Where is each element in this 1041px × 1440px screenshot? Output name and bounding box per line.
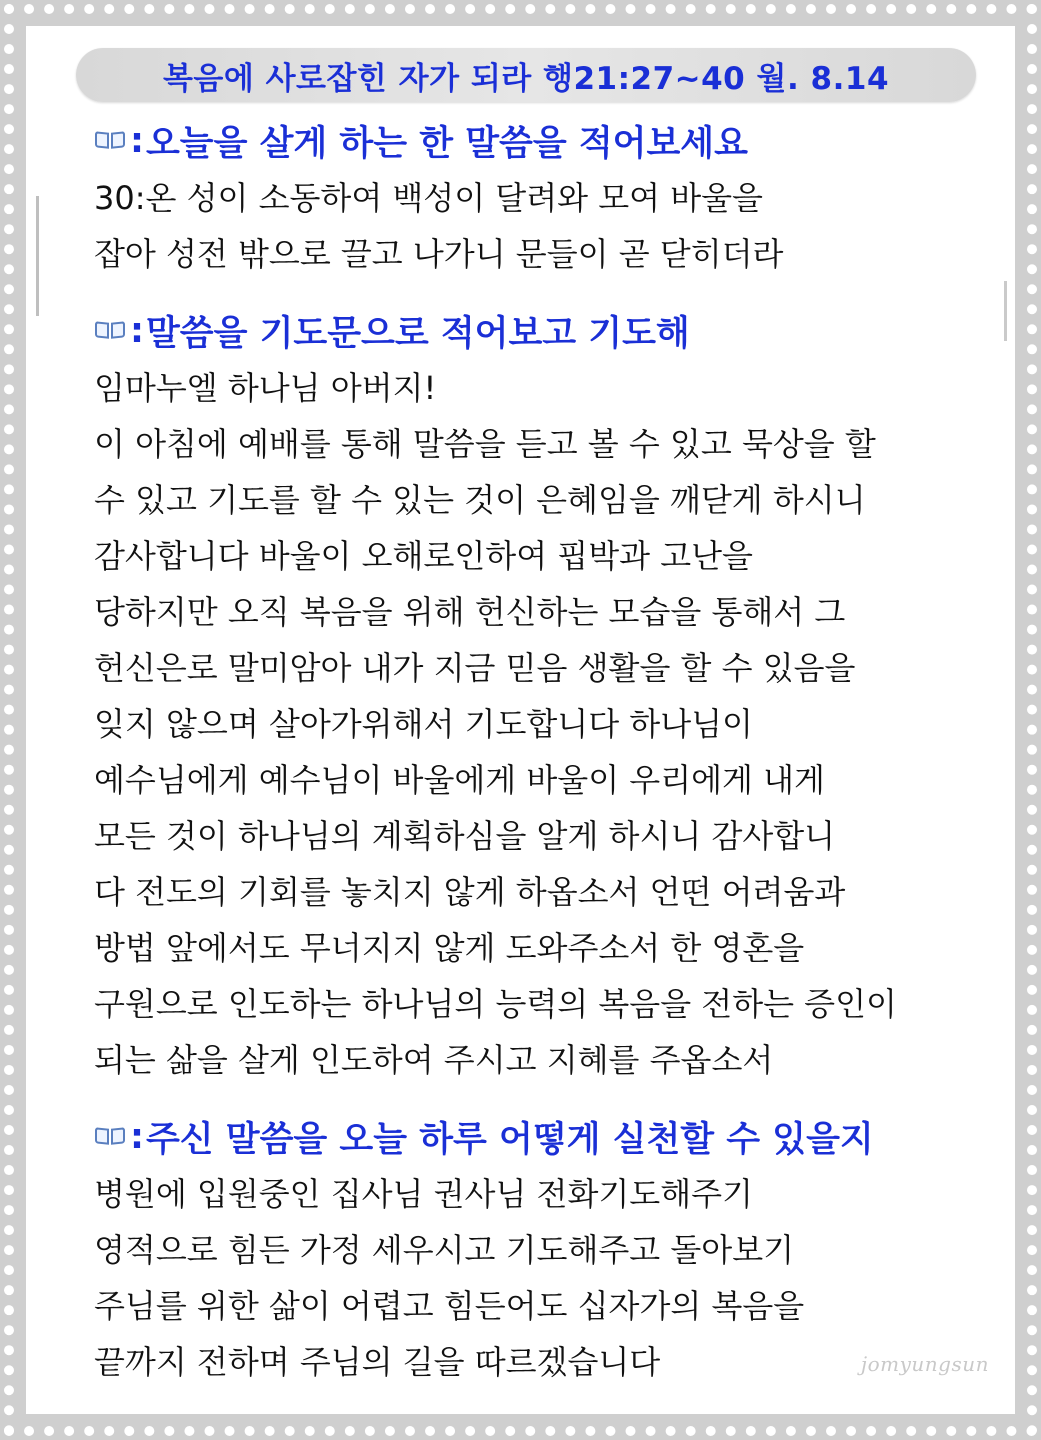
section-heading-text: 말씀을 기도문으로 적어보고 기도해: [146, 314, 690, 354]
text-line: 당하지만 오직 복음을 위해 헌신하는 모습을 통해서 그: [94, 593, 846, 631]
text-line: 되는 삶을 살게 인도하여 주시고 지혜를 주옵소서: [94, 1041, 774, 1079]
section-heading-text: 주신 말씀을 오늘 하루 어떻게 실천할 수 있을지: [146, 1120, 874, 1160]
text-line: 모든 것이 하나님의 계획하심을 알게 하시니 감사합니: [94, 817, 836, 855]
text-line: 30:온 성이 소동하여 백성이 달려와 모여 바울을: [94, 179, 763, 217]
edge-mark: [36, 196, 39, 316]
section-heading: : 오늘을 살게 하는 한 말씀을 적어보세요: [94, 112, 994, 170]
section-heading: : 주신 말씀을 오늘 하루 어떻게 실천할 수 있을지: [94, 1108, 994, 1166]
text-line: 수 있고 기도를 할 수 있는 것이 은혜임을 깨닫게 하시니: [94, 481, 866, 519]
watermark: jomyungsun: [860, 1352, 989, 1376]
text-line: 주님를 위한 삶이 어렵고 힘든어도 십자가의 복음을: [94, 1287, 805, 1325]
text-line: 영적으로 힘든 가정 세우시고 기도해주고 돌아보기: [94, 1231, 795, 1269]
text-line: 이 아침에 예배를 통해 말씀을 듣고 볼 수 있고 묵상을 할: [94, 425, 876, 463]
text-line: 방법 앞에서도 무너지지 않게 도와주소서 한 영혼을: [94, 929, 805, 967]
text-line: 구원으로 인도하는 하나님의 능력의 복음을 전하는 증인이: [94, 985, 897, 1023]
text-line: 잡아 성전 밖으로 끌고 나가니 문들이 곧 닫히더라: [94, 235, 784, 273]
section-prayer: [94, 302, 994, 1088]
edge-mark: [1004, 281, 1007, 341]
text-line: 잊지 않으며 살아가위해서 기도합니다 하나님이: [94, 705, 753, 743]
section-heading: : 말씀을 기도문으로 적어보고 기도해: [94, 302, 994, 360]
open-book-icon: [94, 130, 126, 152]
text-line: 감사합니다 바울이 오해로인하여 핍박과 고난을: [94, 537, 753, 575]
text-line: 임마누엘 하나님 아버지!: [94, 369, 437, 407]
open-book-icon: [94, 320, 126, 342]
text-line: 예수님에게 예수님이 바울에게 바울이 우리에게 내게: [94, 761, 825, 799]
text-line: 다 전도의 기회를 놓치지 않게 하옵소서 언떤 어려움과: [94, 873, 846, 911]
text-line: 병원에 입원중인 집사님 권사님 전화기도해주기: [94, 1175, 753, 1213]
title-bar: [76, 48, 976, 102]
page-title: 복음에 사로잡힌 자가 되라 행21:27~40 월. 8.14: [162, 60, 890, 97]
section-practice: [94, 1108, 994, 1390]
text-line: 헌신은로 말미암아 내가 지금 믿음 생활을 할 수 있음을: [94, 649, 856, 687]
section-today-verse: [94, 112, 994, 282]
open-book-icon: [94, 1126, 126, 1148]
content-card: [26, 26, 1015, 1414]
text-line: 끝까지 전하며 주님의 길을 따르겠습니다: [94, 1343, 661, 1381]
section-heading-text: 오늘을 살게 하는 한 말씀을 적어보세요: [146, 124, 748, 164]
